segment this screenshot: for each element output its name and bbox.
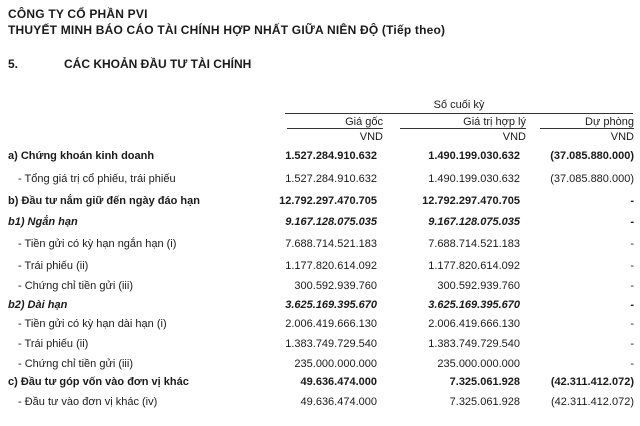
cell-cost: 3.625.169.395.670 <box>285 299 377 311</box>
cell-provision: - <box>630 238 634 250</box>
column-unit-cost: VND <box>359 131 383 143</box>
cell-provision: (37.085.880.000) <box>550 173 634 185</box>
cell-fair-value: 300.592.939.760 <box>437 280 520 292</box>
cell-provision: - <box>630 280 634 292</box>
row-label: b1) Ngắn hạn <box>8 216 78 228</box>
column-unit-provision: VND <box>610 131 634 143</box>
cell-cost: 12.792.297.470.705 <box>279 195 377 207</box>
cell-fair-value: 3.625.169.395.670 <box>428 299 520 311</box>
column-unit-fair-value: VND <box>502 131 526 143</box>
cell-cost: 1.383.749.729.540 <box>285 338 377 350</box>
column-header-provision: Dự phòng <box>540 116 634 129</box>
cell-provision: - <box>630 318 634 330</box>
report-subtitle: THUYẾT MINH BÁO CÁO TÀI CHÍNH HỢP NHẤT GIỮA NIÊN ĐỘ (Tiếp theo) <box>8 23 446 37</box>
cell-provision: (42.311.412.072) <box>550 376 634 388</box>
row-label: b2) Dài hạn <box>8 299 68 311</box>
row-label: - Chứng chỉ tiền gửi (iii) <box>18 358 133 370</box>
table-row <box>8 358 634 374</box>
cell-fair-value: 1.177.820.614.092 <box>428 260 520 272</box>
section-title: CÁC KHOẢN ĐẦU TƯ TÀI CHÍNH <box>64 57 252 71</box>
cell-cost: 49.636.474.000 <box>300 376 377 388</box>
cell-fair-value: 7.325.061.928 <box>449 396 520 408</box>
cell-cost: 49.636.474.000 <box>300 396 377 408</box>
cell-provision: - <box>630 299 634 311</box>
row-label: b) Đầu tư nắm giữ đến ngày đáo hạn <box>8 195 200 207</box>
cell-fair-value: 9.167.128.075.035 <box>428 216 520 228</box>
row-label: - Tổng giá trị cổ phiếu, trái phiếu <box>18 173 176 185</box>
row-label: - Trái phiếu (ii) <box>18 260 89 272</box>
table-row <box>8 260 634 276</box>
cell-provision: - <box>630 195 634 207</box>
cell-fair-value: 12.792.297.470.705 <box>422 195 520 207</box>
group-header-underline <box>285 113 633 114</box>
cell-provision: - <box>630 358 634 370</box>
cell-fair-value: 1.383.749.729.540 <box>428 338 520 350</box>
cell-cost: 1.527.284.910.632 <box>285 150 377 162</box>
cell-cost: 7.688.714.521.183 <box>285 238 377 250</box>
section-number: 5. <box>8 57 19 71</box>
cell-provision: - <box>630 216 634 228</box>
cell-fair-value: 1.490.199.030.632 <box>428 173 520 185</box>
table-row <box>8 150 634 166</box>
row-label: a) Chứng khoán kinh doanh <box>8 150 155 162</box>
row-label: c) Đầu tư góp vốn vào đơn vị khác <box>8 376 189 388</box>
cell-cost: 1.527.284.910.632 <box>285 173 377 185</box>
row-label: - Đầu tư vào đơn vị khác (iv) <box>18 396 158 408</box>
company-name: CÔNG TY CỔ PHẦN PVI <box>8 7 148 21</box>
table-row <box>8 280 634 296</box>
row-label: - Tiền gửi có kỳ hạn dài hạn (i) <box>18 318 167 330</box>
cell-fair-value: 1.490.199.030.632 <box>428 150 520 162</box>
cell-provision: (37.085.880.000) <box>550 150 634 162</box>
table-row <box>8 318 634 334</box>
cell-fair-value: 7.688.714.521.183 <box>428 238 520 250</box>
table-row <box>8 238 634 254</box>
table-row <box>8 173 634 189</box>
table-row <box>8 376 634 392</box>
table-row <box>8 216 634 232</box>
column-header-fair-value: Giá trị hợp lý <box>400 116 526 129</box>
cell-cost: 300.592.939.760 <box>294 280 377 292</box>
table-row <box>8 396 634 412</box>
row-label: - Trái phiếu (ii) <box>18 338 89 350</box>
table-row <box>8 195 634 211</box>
cell-fair-value: 235.000.000.000 <box>437 358 520 370</box>
table-row <box>8 299 634 315</box>
cell-cost: 2.006.419.666.130 <box>285 318 377 330</box>
row-label: - Tiền gửi có kỳ hạn ngắn hạn (i) <box>18 238 177 250</box>
cell-fair-value: 2.006.419.666.130 <box>428 318 520 330</box>
cell-cost: 9.167.128.075.035 <box>285 216 377 228</box>
column-group-header: Số cuối kỳ <box>433 99 485 111</box>
cell-provision: (42.311.412.072) <box>551 396 634 408</box>
cell-provision: - <box>630 260 634 272</box>
row-label: - Chứng chỉ tiền gửi (iii) <box>18 280 133 292</box>
cell-provision: - <box>630 338 634 350</box>
section-heading <box>8 57 251 71</box>
cell-cost: 235.000.000.000 <box>294 358 377 370</box>
column-header-cost: Giá gốc <box>287 116 383 129</box>
cell-cost: 1.177.820.614.092 <box>285 260 377 272</box>
table-row <box>8 338 634 354</box>
cell-fair-value: 7.325.061.928 <box>449 376 520 388</box>
